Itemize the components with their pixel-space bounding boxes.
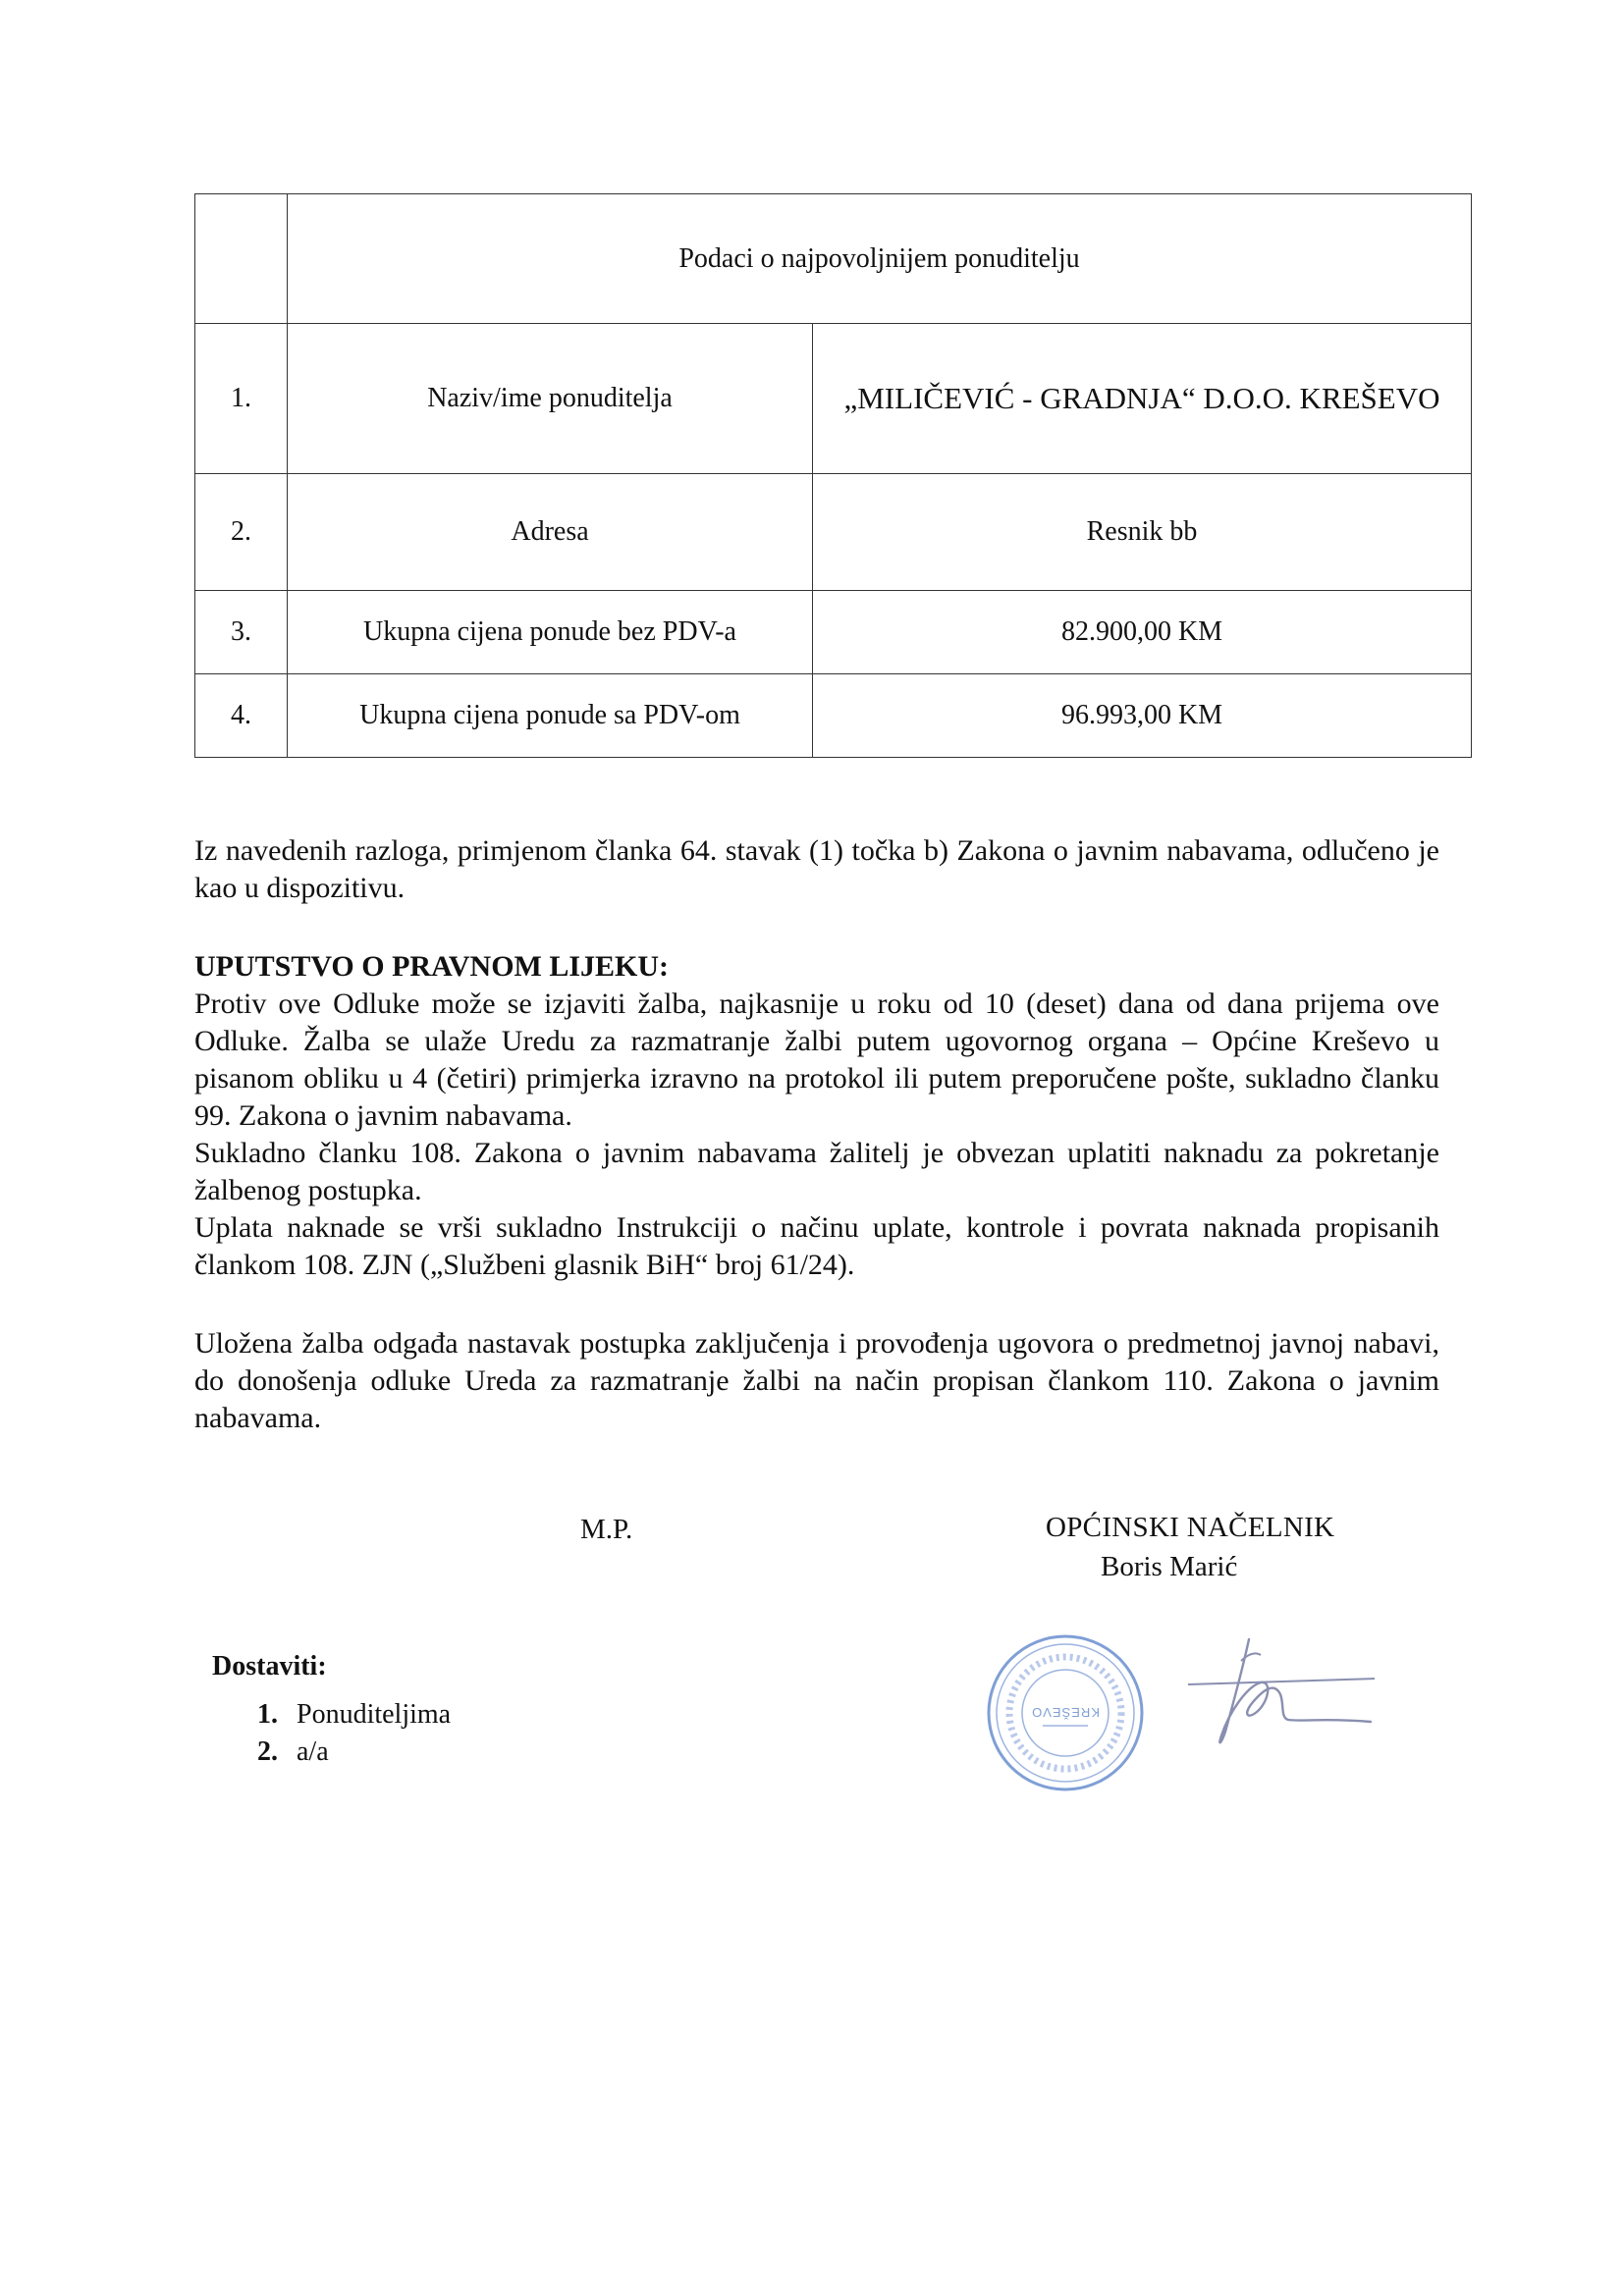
legal-remedy-section	[194, 986, 1439, 1284]
row-label: Ukupna cijena ponude sa PDV-om	[288, 674, 813, 758]
legal-remedy-heading: UPUTSTVO O PRAVNOM LIJEKU:	[194, 950, 670, 983]
legal-remedy-paragraph-3: Uplata naknade se vrši sukladno Instrukciji o načinu uplate, kontrole i povrata naknada propisanih člankom 108. ZJN („Službeni glasnik BiH“ broj 61/24).	[194, 1211, 1439, 1281]
row-label: Ukupna cijena ponude bez PDV-a	[288, 591, 813, 674]
row-value-address: Resnik bb	[813, 474, 1472, 591]
table-header-title: Podaci o najpovoljnijem ponuditelju	[288, 194, 1472, 324]
best-bidder-table	[194, 193, 1472, 758]
table-row	[195, 591, 1472, 674]
list-item-number: 1.	[257, 1699, 278, 1730]
list-item-number: 2.	[257, 1736, 278, 1767]
row-value-bidder-name: „MILIČEVIĆ - GRADNJA“ D.O.O. KREŠEVO	[813, 324, 1472, 474]
mayor-title: OPĆINSKI NAČELNIK	[1046, 1512, 1335, 1543]
table-row	[195, 324, 1472, 474]
delivery-title: Dostaviti:	[212, 1651, 327, 1682]
list-item	[257, 1696, 650, 1734]
row-number: 1.	[195, 324, 288, 474]
legal-remedy-paragraph-1: Protiv ove Odluke može se izjaviti žalba, najkasnije u roku od 10 (deset) dana od dana prijema ove Odluke. Žalba se ulaže Uredu za razmatranje žalbi putem ugovornog organa – Općine Kreševo u pisanom obliku u 4 (četiri) primjerka izravno na protokol ili putem preporučene pošte, sukladno članku 99. Zakona o javnim nabavama.	[194, 988, 1439, 1132]
appeal-delay-paragraph: Uložena žalba odgađa nastavak postupka zaključenja i provođenja ugovora o predmetnoj javnoj nabavi, do donošenja odluke Ureda za razmatranje žalbi na način propisan člankom 110. Zakona o javnim nabavama.	[194, 1327, 1439, 1434]
svg-text:KREŠEVO: KREŠEVO	[1031, 1705, 1100, 1720]
legal-remedy-paragraph-2: Sukladno članku 108. Zakona o javnim nabavama žalitelj je obvezan uplatiti naknadu za pokretanje žalbenog postupka.	[194, 1137, 1439, 1206]
row-label: Adresa	[288, 474, 813, 591]
delivery-list	[212, 1651, 452, 1767]
seal-placeholder-label: M.P.	[580, 1514, 633, 1545]
table-row	[195, 474, 1472, 591]
row-value-price-with-vat: 96.993,00 KM	[813, 674, 1472, 758]
list-item	[257, 1734, 650, 1771]
table-row	[195, 674, 1472, 758]
official-stamp-icon	[982, 1629, 1149, 1796]
list-item-text: Ponuditeljima	[297, 1699, 452, 1730]
row-value-price-without-vat: 82.900,00 KM	[813, 591, 1472, 674]
signature-icon	[1178, 1637, 1384, 1755]
list-item-text: a/a	[297, 1736, 329, 1767]
row-number: 4.	[195, 674, 288, 758]
row-number: 2.	[195, 474, 288, 591]
row-label: Naziv/ime ponuditelja	[288, 324, 813, 474]
table-header-row	[195, 194, 1472, 324]
row-number: 3.	[195, 591, 288, 674]
table-header-empty-cell	[195, 194, 288, 324]
mayor-name: Boris Marić	[1101, 1551, 1238, 1582]
reasons-paragraph: Iz navedenih razloga, primjenom članka 64. stavak (1) točka b) Zakona o javnim nabavama, odlučeno je kao u dispozitivu.	[194, 834, 1439, 904]
